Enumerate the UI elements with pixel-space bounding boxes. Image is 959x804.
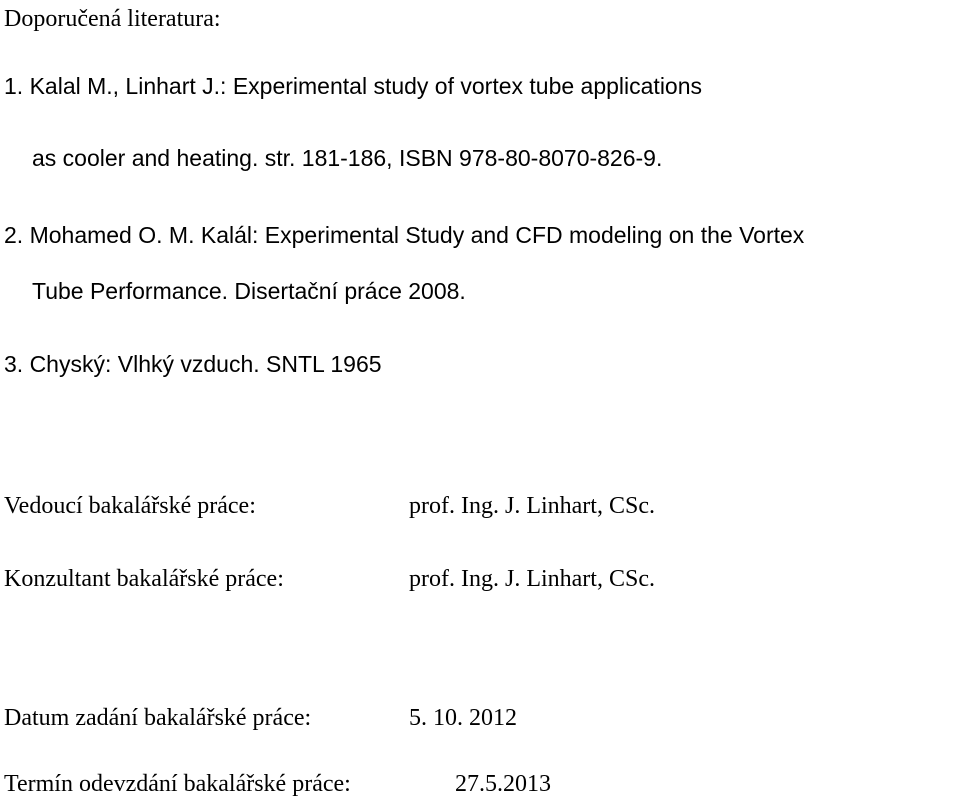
consultant-label: Konzultant bakalářské práce: [4,566,284,592]
assignment-date-label: Datum zadání bakalářské práce: [4,705,312,731]
supervisor-name: prof. Ing. J. Linhart, CSc. [409,493,655,519]
consultant-name: prof. Ing. J. Linhart, CSc. [409,566,655,592]
reference-3: 3. Chyský: Vlhký vzduch. SNTL 1965 [4,351,382,377]
reference-2-line-2: Tube Performance. Disertační práce 2008. [32,278,466,304]
literature-heading: Doporučená literatura: [4,6,221,32]
assignment-date-value: 5. 10. 2012 [409,705,517,731]
submission-date-label: Termín odevzdání bakalářské práce: [4,771,351,797]
reference-2-line-1: 2. Mohamed O. M. Kalál: Experimental Study and CFD modeling on the Vortex [4,222,805,248]
reference-1-line-2: as cooler and heating. str. 181-186, ISBN 978-80-8070-826-9. [32,145,663,171]
supervisor-label: Vedoucí bakalářské práce: [4,493,256,519]
submission-date-value: 27.5.2013 [455,771,551,797]
reference-1-line-1: 1. Kalal M., Linhart J.: Experimental study of vortex tube applications [4,73,703,99]
